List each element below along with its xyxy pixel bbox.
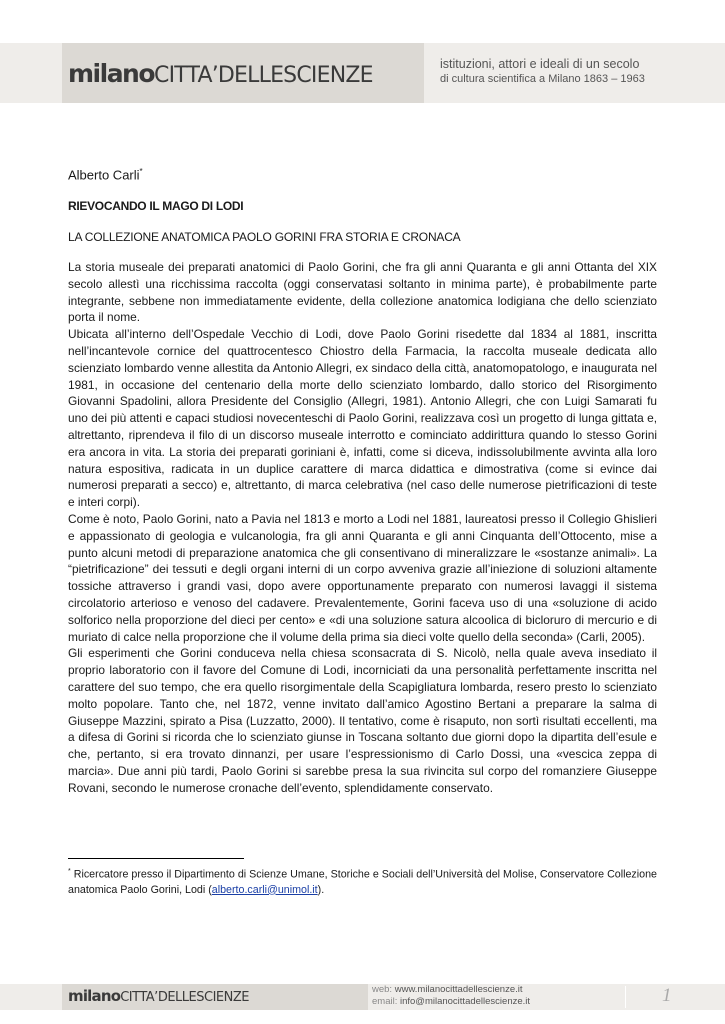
logo-light-text: CITTA’DELLESCIENZE xyxy=(154,63,373,88)
footnote-suffix: ). xyxy=(317,883,325,896)
author-email-link[interactable]: alberto.carli@unimol.it xyxy=(211,883,318,896)
page-number: 1 xyxy=(662,985,672,1006)
paragraph: Ubicata all’interno dell’Ospedale Vecchio di Lodi, dove Paolo Gorini risedette dal 1834 al 1881, inscritta nell’incantevole cornice del quattrocentesco Chiostro della Farmacia, la raccolta museale dedicata allo scienziato lombardo venne allestita da Antonio Allegri, ex sindaco della città, anatomopatologo, e inaugurata nel 1981, in occasione del centenario della morte dello scienziato lombardo, dallo storico del Risorgimento Giovanni Spadolini, allora Presidente del Consiglio (Allegri, 1981). Antonio Allegri, che con Luigi Samarati fu uno dei più attenti e capaci studiosi novecenteschi di Paolo Gorini, realizzava così un progetto di lunga gittata e, altrettanto, riprendeva il filo di un discorso museale interrotto e cominciato addirittura quando lo stesso Gorini era ancora in vita. La storia dei preparati goriniani è, infatti, come si diceva, indissolubilmente avvinta alla loro natura espositiva, radicata in un duplice carattere di marca didattica e dimostrativa (come si evince dai numerosi preparati a secco) e, altrettanto, di marca celebrativa (nel caso delle numerose pietrificazioni di teste e interi corpi). xyxy=(68,327,657,510)
tagline-line-2: di cultura scientifica a Milano 1863 – 1963 xyxy=(440,73,645,85)
footer-web: web: www.milanocittadellescienze.it xyxy=(372,984,523,995)
author-footnote-mark: * xyxy=(139,167,143,176)
footer-email-link[interactable]: info@milanocittadellescienze.it xyxy=(399,996,531,1007)
footer-logo-light: CITTA’DELLESCIENZE xyxy=(120,990,249,1005)
footer-email: email: info@milanocittadellescienze.it xyxy=(372,996,531,1007)
footer-contact xyxy=(372,984,530,1008)
page-header xyxy=(0,43,725,103)
paragraph: Come è noto, Paolo Gorini, nato a Pavia nel 1813 e morto a Lodi nel 1881, laureatosi presso il Collegio Ghislieri e appassionato di geologia e vulcanologia, fra gli anni Quaranta e gli anni Cinquanta dell’Ottocento, mise a punto alcuni metodi di preparazione anatomica che gli consentivano di mineralizzare le «sostanze animali». La “pietrificazione” dei tessuti e degli organi interni di un corpo avveniva grazie all’iniezione di soluzioni altamente tossiche attraverso i grandi vasi, dopo avere opportunamente preparato con numerosi lavaggi il sistema circolatorio arterioso e venoso del cadavere. Prevalentemente, Gorini faceva uso di una «soluzione di acido solforico nella proporzione del dieci per cento» e «di una soluzione satura alcoolica di bicloruro di mercurio e di muriato di calce nella proporzione che il volume della prima sia dieci volte quello della seconda» (Carli, 2005). xyxy=(68,511,657,644)
article-title: RIEVOCANDO IL MAGO DI LODI xyxy=(68,199,244,213)
footer-logo-bold: milano xyxy=(68,987,121,1005)
footer-divider xyxy=(625,986,626,1008)
paragraph: Gli esperimenti che Gorini conduceva nella chiesa sconsacrata di S. Nicolò, nella quale aveva insediato il proprio laboratorio con il favore del Comune di Lodi, incorniciati da una personalità perfettamente inscritta nel carattere del suo tempo, che era quello risorgimentale della Scapigliatura lombarda, resero presto lo scienziato molto popolare. Tanto che, nel 1872, venne invitato dall’amico Agostino Bertani a preparare la salma di Giuseppe Mazzini, spirato a Pisa (Luzzatto, 2000). Il tentativo, come è risaputo, non sortì risultati eccellenti, ma a difesa di Gorini si ricorda che lo scienziato giunse in Toscana soltanto due giorni dopo la dipartita dell’esule e che, pertanto, si era trovato dinnanzi, per usare l’espressionismo di Carlo Dossi, una «vescica zeppa di marcia». Due anni più tardi, Paolo Gorini si sarebbe presa la sua rivincita sul corpo del romanziere Giuseppe Rovani, secondo le numerose cronache dell’evento, splendidamente conservato. xyxy=(68,646,657,795)
article-body xyxy=(68,160,657,797)
logo-bold-text: milano xyxy=(68,59,155,88)
header-tagline xyxy=(440,57,645,87)
tagline-line-1: istituzioni, attori e ideali di un secolo xyxy=(440,57,640,71)
footer-web-link[interactable]: www.milanocittadellescienze.it xyxy=(394,984,523,995)
author-name: Alberto Carli* xyxy=(68,167,143,183)
footnote-separator xyxy=(68,858,244,859)
article-text xyxy=(68,259,657,797)
paragraph: La storia museale dei preparati anatomici di Paolo Gorini, che fra gli anni Quaranta e gli anni Ottanta del XIX secolo allestì una ricchissima raccolta (oggi conservatasi soltanto in minima parte), è probabilmente parte integrante, sebbene non immediatamente evidente, della collezione anatomica lodigiana che dello scienziato porta il nome. xyxy=(68,260,657,325)
page-footer xyxy=(0,984,725,1010)
footnote-mark: * xyxy=(68,868,71,875)
footer-logo xyxy=(68,987,249,1005)
footnote-text: Ricercatore presso il Dipartimento di Scienze Umane, Storiche e Sociali dell’Università del Molise, Conservatore Collezione anatomica Paolo Gorini, Lodi ( xyxy=(68,868,657,896)
site-logo xyxy=(68,59,373,88)
footnote xyxy=(68,864,657,898)
article-subtitle: LA COLLEZIONE ANATOMICA PAOLO GORINI FRA STORIA E CRONACA xyxy=(68,230,461,244)
